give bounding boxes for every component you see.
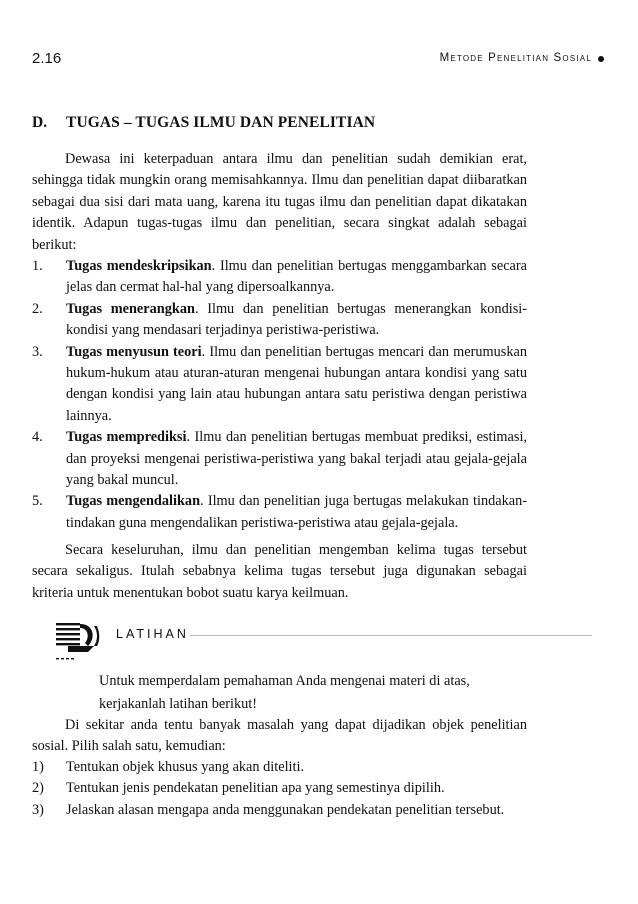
step-text: Tentukan objek khusus yang akan diteliti. [66, 759, 305, 775]
latihan-divider [190, 635, 592, 636]
list-number: 2. [32, 300, 43, 317]
task-text: . Ilmu dan penelitian bertugas mencari dan merumuskan hukum-hukum atau aturan-aturan mengenai hubungan antara kondisi yang satu dengan kondisi yang lain atau hubungan antara satu peristiwa dengan peristiwa lainnya. [66, 343, 528, 424]
list-item [32, 427, 527, 491]
list-number: 3. [32, 343, 43, 360]
list-item [32, 778, 527, 799]
latihan-header [54, 618, 534, 664]
list-number: 1. [32, 258, 43, 274]
list-item [32, 256, 527, 299]
task-term: Tugas mengendalikan [66, 493, 201, 510]
page-number: 2.16 [32, 50, 62, 67]
task-text: . Ilmu dan penelitian bertugas membuat prediksi, estimasi, dan proyeksi mengenai peristiwa-peristiwa yang bakal terjadi atau gejala-gejala yang bakal muncul. [66, 429, 527, 489]
step-text: Tentukan jenis pendekatan penelitian apa yang semestinya dipilih. [66, 780, 445, 797]
summary-paragraph: Secara keseluruhan, ilmu dan penelitian mengemban kelima tugas tersebut secara sekaligus. Itulah sebabnya kelima tugas tersebut juga digunakan sebagai kriteria untuk menentukan bobot suatu karya keilmuan. [32, 542, 527, 601]
page-header [32, 50, 604, 70]
exercise-steps [32, 757, 527, 821]
section-letter: D. [32, 114, 48, 131]
step-text: Jelaskan alasan mengapa anda menggunakan pendekatan penelitian tersebut. [66, 801, 505, 818]
list-item [32, 800, 527, 821]
list-number: 5. [32, 493, 43, 510]
section-title: TUGAS – TUGAS ILMU DAN PENELITIAN [66, 114, 376, 131]
list-item [32, 491, 527, 534]
task-term: Tugas mendeskripsikan [66, 258, 212, 274]
task-term: Tugas menyusun teori [66, 343, 202, 360]
bullet-dot-icon [598, 56, 604, 62]
latihan-prompt: Di sekitar anda tentu banyak masalah yang dapat dijadikan objek penelitian sosial. Pilih salah satu, kemudian: [32, 717, 527, 755]
task-term: Tugas menerangkan [66, 300, 195, 317]
list-item [32, 757, 527, 778]
list-number: 3) [32, 801, 44, 818]
latihan-instruction: Untuk memperdalam pemahaman Anda mengenai materi di atas, kerjakanlah latihan berikut! [99, 673, 470, 712]
task-list [32, 256, 527, 534]
latihan-title: LATIHAN [116, 627, 189, 641]
task-text: . Ilmu dan penelitian juga bertugas melakukan tindakan-tindakan guna mengendalikan peristiwa-peristiwa atau gejala-gejala. [66, 493, 527, 531]
list-item [32, 342, 527, 428]
list-item [32, 299, 527, 342]
task-text: . Ilmu dan penelitian bertugas menerangkan kondisi-kondisi yang mendasari terjadinya peristiwa-peristiwa. [66, 300, 527, 339]
intro-paragraph: Dewasa ini keterpaduan antara ilmu dan penelitian sudah demikian erat, sehingga tidak mungkin orang memisahkannya. Ilmu dan penelitian dapat diibaratkan sebagai dua sisi dari mata uang, karena itu tugas ilmu dan penelitian dapat dikatakan identik. Adapun tugas-tugas ilmu dan penelitian, secara singkat adalah sebagai berikut: [32, 151, 527, 253]
list-number: 1) [32, 759, 44, 775]
task-text: . Ilmu dan penelitian bertugas menggambarkan secara jelas dan cermat hal-hal yang dipersoalkannya. [66, 258, 528, 296]
list-number: 2) [32, 780, 44, 797]
section-heading [32, 114, 375, 132]
task-term: Tugas memprediksi [66, 429, 187, 446]
list-number: 4. [32, 429, 43, 446]
running-title: Metode Penelitian Sosial [439, 52, 592, 64]
exercise-icon [54, 618, 100, 664]
